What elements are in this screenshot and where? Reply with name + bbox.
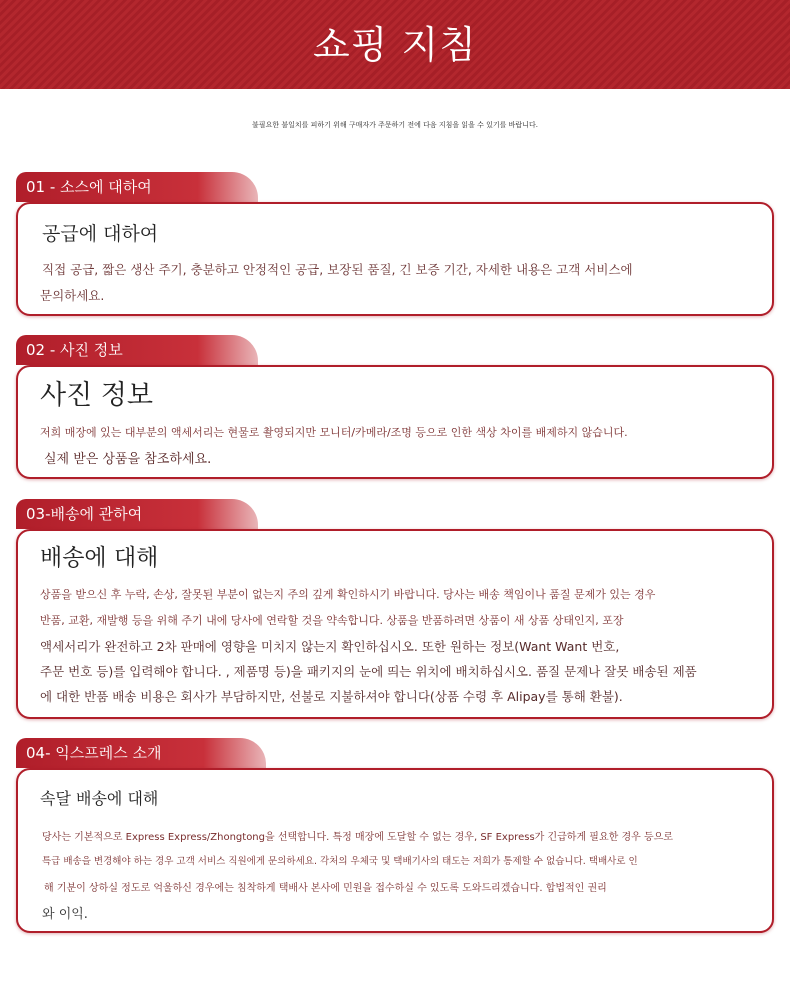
- section-line: 액세서리가 완전하고 2차 판매에 영향을 미치지 않는지 확인하십시오. 또한 원하는 정보(Want Want 번호,: [40, 639, 620, 654]
- header-banner: [0, 0, 790, 89]
- section-box: [16, 768, 774, 933]
- section-tab: 02 - 사진 정보: [16, 335, 258, 365]
- section-heading: 속달 배송에 대해: [40, 789, 159, 808]
- section-line: 당사는 기본적으로 Express Express/Zhongtong을 선택합니다. 특정 매장에 도달할 수 없는 경우, SF Express가 긴급하게 필요한 경우 등으로: [42, 832, 673, 843]
- section-line: 반품, 교환, 재발행 등을 위해 주기 내에 당사에 연락할 것을 약속합니다. 상품을 반품하려면 상품이 새 상품 상태인지, 포장: [40, 614, 624, 627]
- section-shipping: [16, 499, 774, 721]
- section-express: [16, 738, 774, 935]
- section-line: 저희 매장에 있는 대부분의 액세서리는 현물로 촬영되지만 모니터/카메라/조명 등으로 인한 색상 차이를 배제하지 않습니다.: [40, 426, 628, 439]
- section-line: 문의하세요.: [40, 288, 105, 303]
- section-line: 주문 번호 등)를 입력해야 합니다. , 제품명 등)을 패키지의 눈에 띄는 위치에 배치하십시오. 품질 문제나 잘못 배송된 제품: [40, 664, 697, 679]
- section-box: [16, 529, 774, 719]
- section-heading: 배송에 대해: [40, 545, 159, 571]
- section-line: 특급 배송을 변경해야 하는 경우 고객 서비스 직원에게 문의하세요. 각처의 우체국 및 택배기사의 태도는 저희가 통제할 수 없습니다. 택배사로 인: [42, 856, 638, 867]
- section-heading: 공급에 대하여: [42, 223, 159, 245]
- section-tab: 03-배송에 관하여: [16, 499, 258, 529]
- page-title: 쇼핑 지침: [313, 23, 477, 67]
- section-box: [16, 365, 774, 479]
- section-source: [16, 172, 774, 318]
- section-heading: 사진 정보: [40, 380, 153, 411]
- section-line: 실제 받은 상품을 참조하세요.: [44, 452, 212, 467]
- section-line: 해 기분이 상하실 정도로 억울하신 경우에는 침착하게 택배사 본사에 민원을 접수하실 수 있도록 도와드리겠습니다. 합법적인 권리: [44, 883, 607, 894]
- section-tab: 01 - 소스에 대하여: [16, 172, 258, 202]
- section-tab: 04- 익스프레스 소개: [16, 738, 266, 768]
- section-line: 직접 공급, 짧은 생산 주기, 충분하고 안정적인 공급, 보장된 품질, 긴 보증 기간, 자세한 내용은 고객 서비스에: [42, 262, 633, 277]
- section-photo: [16, 335, 774, 481]
- intro-text: 불필요한 불일치를 피하기 위해 구매자가 주문하기 전에 다음 지침을 읽을 수 있기를 바랍니다.: [252, 121, 538, 129]
- section-line: 와 이익.: [42, 907, 88, 922]
- section-box: [16, 202, 774, 316]
- section-line: 에 대한 반품 배송 비용은 회사가 부담하지만, 선불로 지불하셔야 합니다(상품 수령 후 Alipay를 통해 환불).: [40, 689, 623, 704]
- section-line: 상품을 받으신 후 누락, 손상, 잘못된 부분이 없는지 주의 깊게 확인하시기 바랍니다. 당사는 배송 책임이나 품질 문제가 있는 경우: [40, 588, 656, 601]
